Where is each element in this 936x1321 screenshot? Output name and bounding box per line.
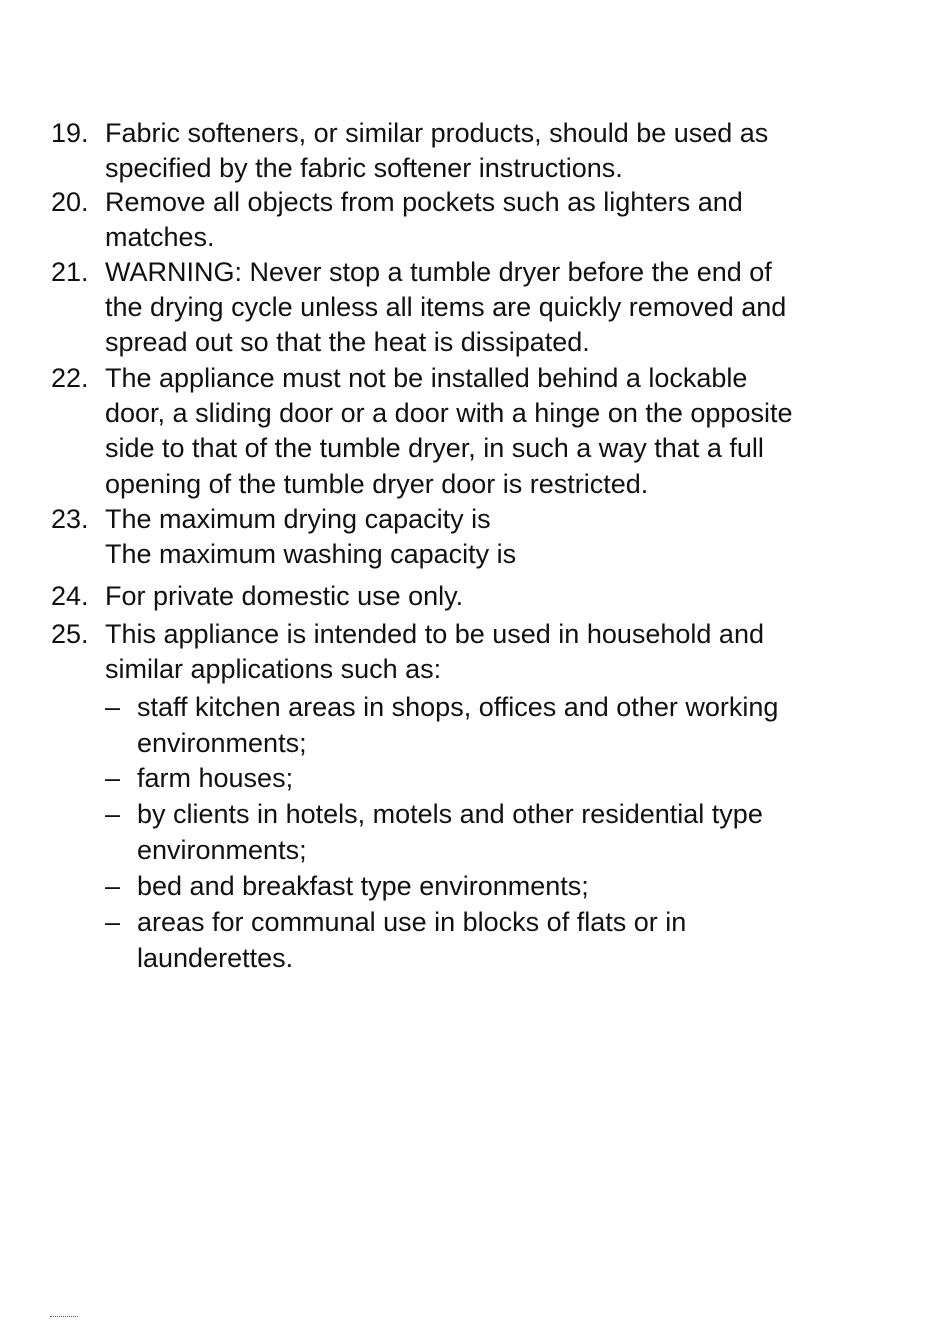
text-line: launderettes. bbox=[137, 943, 294, 973]
sub-item-text bbox=[137, 868, 917, 904]
sub-item-text bbox=[137, 796, 917, 868]
text-line: areas for communal use in blocks of flats or in bbox=[137, 907, 687, 937]
item-number: 20. bbox=[51, 187, 89, 217]
text-line: the drying cycle unless all items are quickly removed and bbox=[105, 292, 787, 323]
dash-bullet: – bbox=[105, 871, 121, 901]
dash-bullet: – bbox=[105, 799, 121, 829]
text-line: The appliance must not be installed behind a lockable bbox=[105, 363, 748, 393]
text-line: by clients in hotels, motels and other residential type bbox=[137, 799, 763, 829]
sub-item-text bbox=[137, 760, 917, 796]
item-text bbox=[105, 116, 905, 186]
item-text bbox=[105, 255, 905, 361]
text-line: bed and breakfast type environments; bbox=[137, 871, 589, 901]
text-line: For private domestic use only. bbox=[105, 581, 464, 611]
sub-item-text bbox=[137, 904, 917, 976]
item-text bbox=[105, 361, 905, 502]
text-line: This appliance is intended to be used in household and bbox=[105, 619, 764, 649]
text-line: staff kitchen areas in shops, offices and other working bbox=[137, 692, 779, 722]
item-number: 24. bbox=[51, 581, 89, 611]
text-line: farm houses; bbox=[137, 763, 294, 793]
item-text bbox=[105, 579, 905, 614]
text-line: specified by the fabric softener instructions. bbox=[105, 153, 623, 184]
text-line: similar applications such as: bbox=[105, 654, 442, 685]
text-line: Remove all objects from pockets such as lighters and bbox=[105, 187, 743, 217]
text-line: spread out so that the heat is dissipated. bbox=[105, 327, 590, 358]
text-line: door, a sliding door or a door with a hinge on the opposite bbox=[105, 398, 793, 429]
sub-item-text bbox=[137, 689, 917, 761]
item-text bbox=[105, 617, 905, 687]
item-number: 22. bbox=[51, 363, 89, 393]
item-number: 21. bbox=[51, 257, 89, 287]
text-line: environments; bbox=[137, 835, 307, 865]
item-number: 19. bbox=[51, 118, 89, 148]
item-text bbox=[105, 502, 905, 572]
text-line: opening of the tumble dryer door is restricted. bbox=[105, 468, 649, 499]
text-line: WARNING: Never stop a tumble dryer before the end of bbox=[105, 257, 772, 287]
dash-bullet: – bbox=[105, 907, 121, 937]
text-line: matches. bbox=[105, 222, 215, 253]
text-line: Fabric softeners, or similar products, should be used as bbox=[105, 118, 769, 148]
dash-bullet: – bbox=[105, 763, 121, 793]
text-line: The maximum washing capacity is bbox=[105, 539, 517, 570]
item-number: 23. bbox=[51, 504, 89, 534]
text-line: environments; bbox=[137, 728, 307, 758]
text-line: side to that of the tumble dryer, in such a way that a full bbox=[105, 433, 764, 464]
footer-mark bbox=[50, 1316, 78, 1319]
text-line: The maximum drying capacity is bbox=[105, 504, 491, 534]
item-number: 25. bbox=[51, 619, 89, 649]
item-text bbox=[105, 185, 905, 255]
dash-bullet: – bbox=[105, 692, 121, 722]
